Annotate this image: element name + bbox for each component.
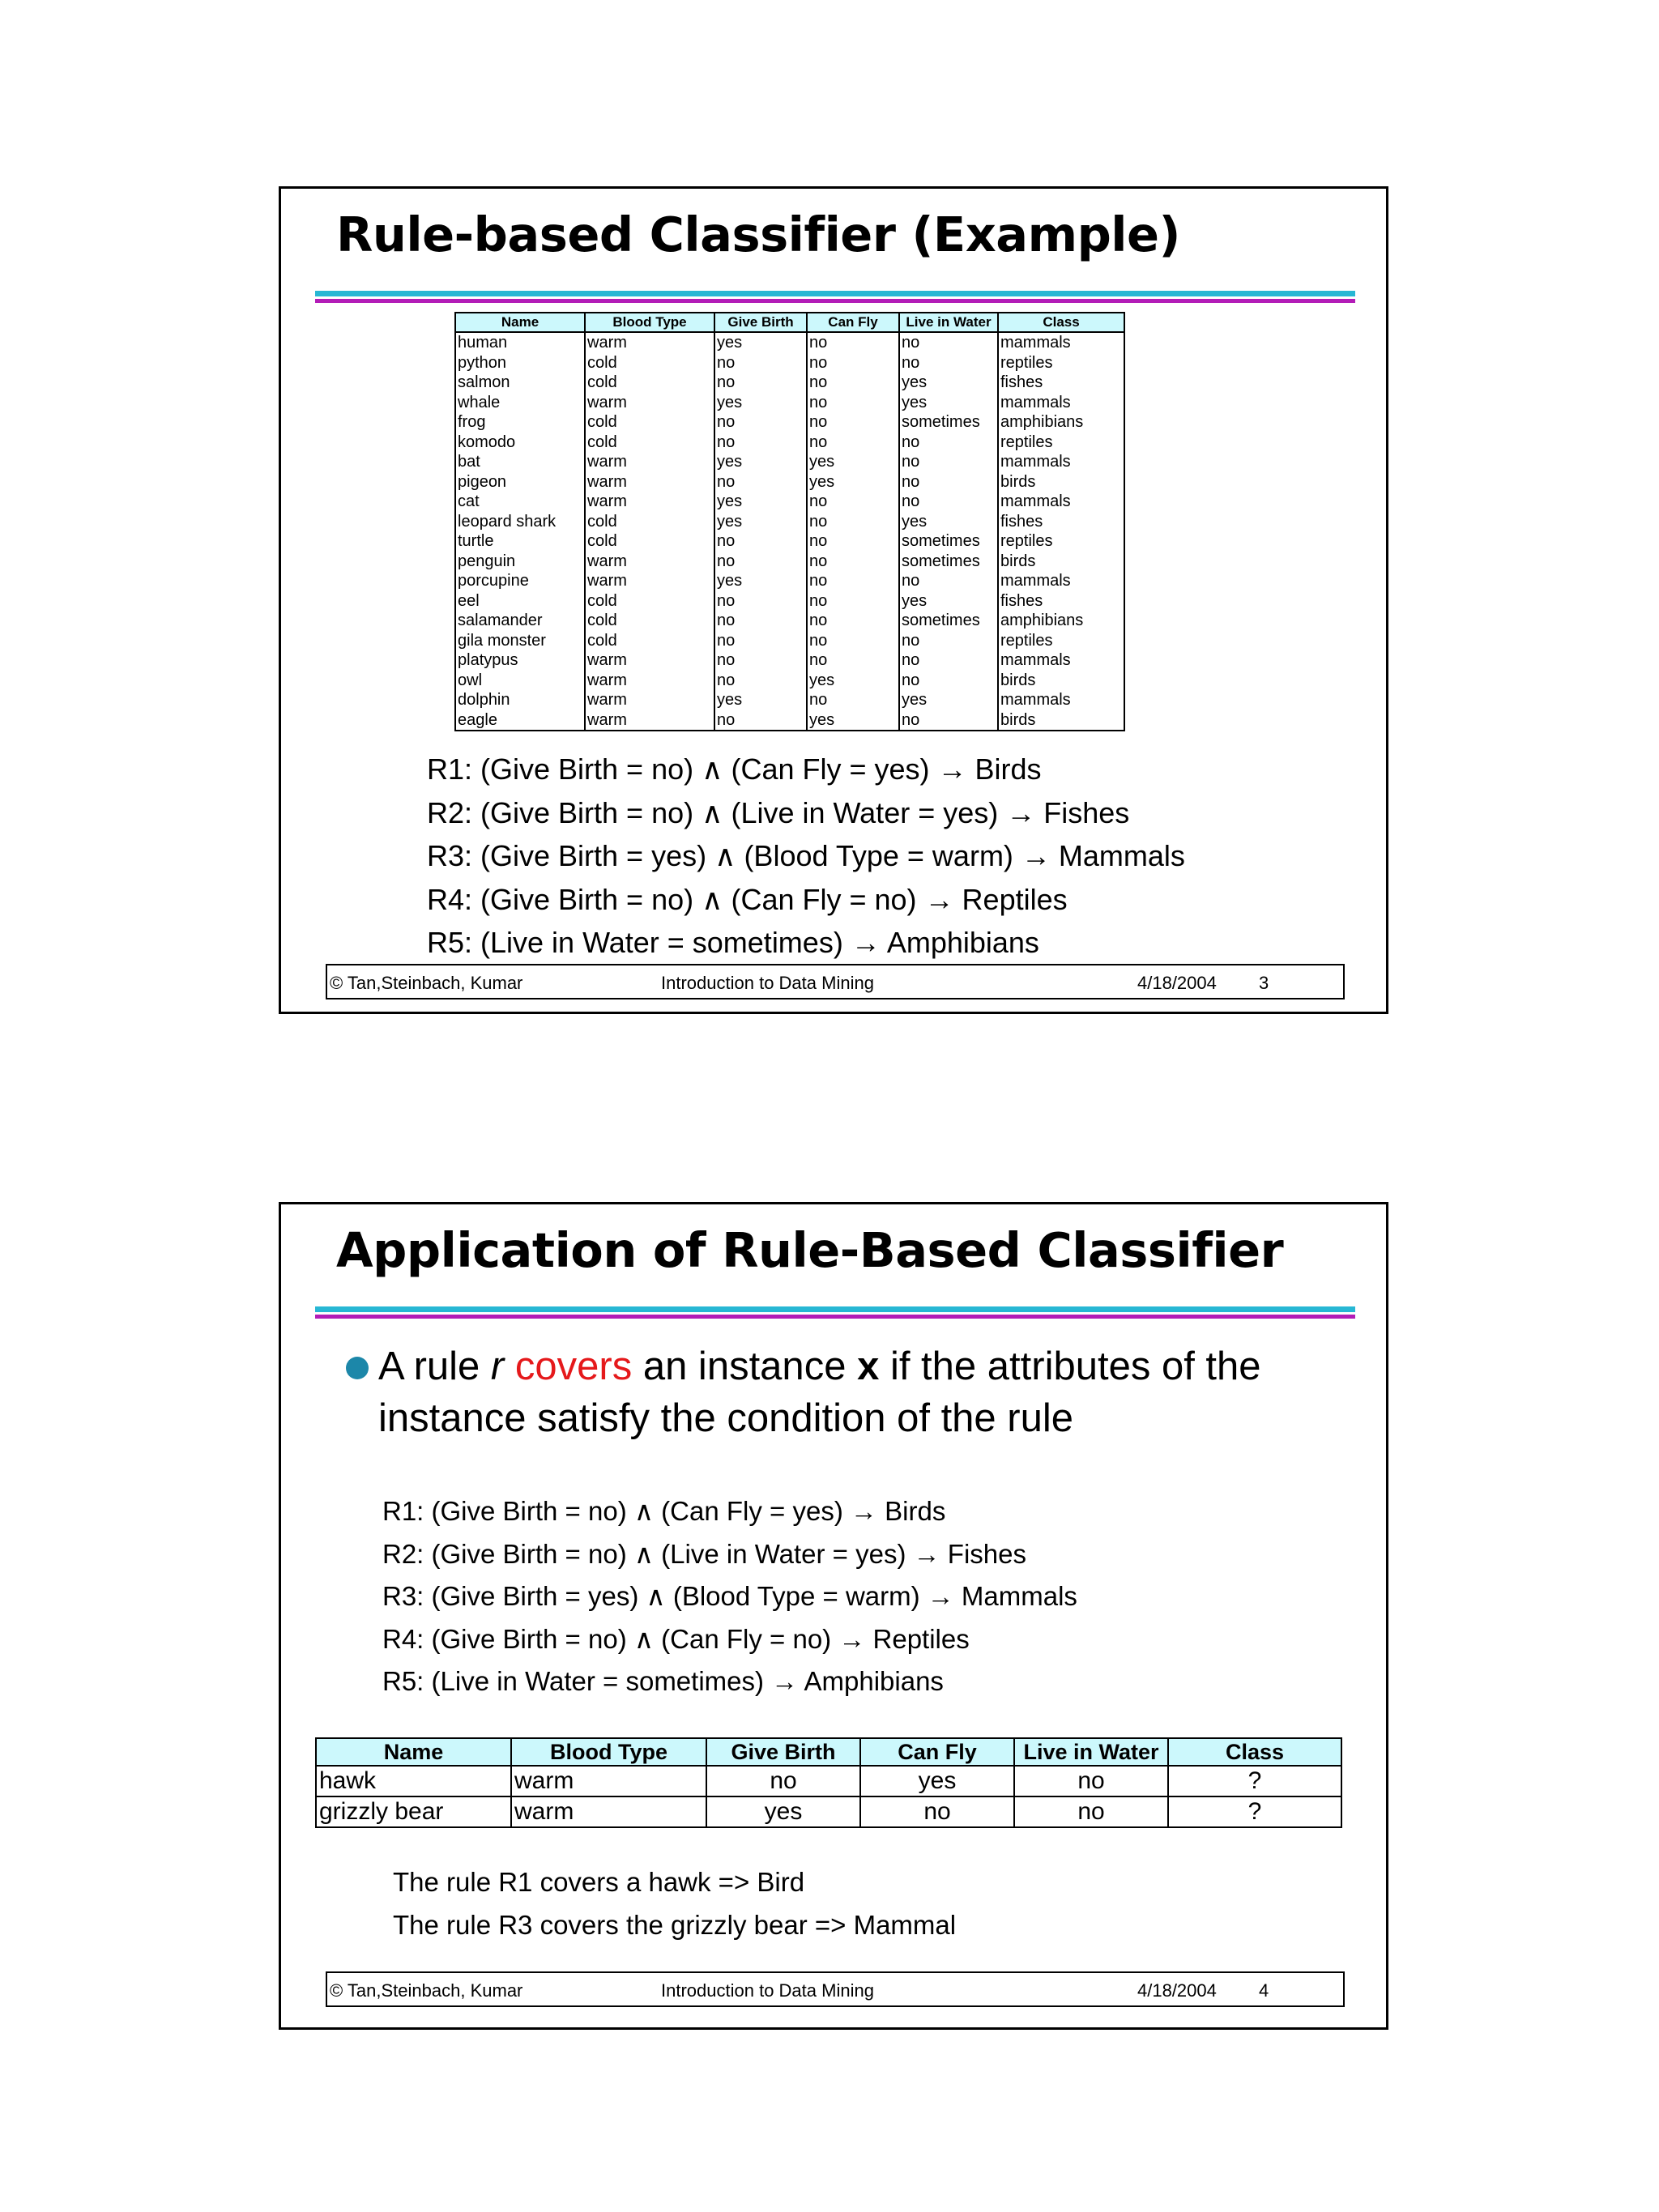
table-row: [455, 591, 1124, 612]
table-cell: cold: [585, 412, 714, 433]
rule-list: [427, 748, 1185, 965]
table-cell: no: [899, 353, 998, 373]
table-cell: leopard shark: [458, 512, 557, 531]
table-cell: sometimes: [899, 412, 998, 433]
table-cell: mammals: [998, 452, 1124, 472]
column-header: Name: [455, 313, 585, 332]
table-row: [455, 531, 1124, 552]
footer-author: © Tan,Steinbach, Kumar: [330, 973, 523, 993]
table-cell: python: [458, 353, 507, 372]
table-cell: platypus: [458, 651, 518, 670]
slide-title: Application of Rule-Based Classifier: [336, 1222, 1284, 1278]
table-cell: cold: [585, 433, 714, 453]
table-cell: cat: [458, 492, 480, 511]
table-cell: yes: [899, 690, 998, 710]
table-cell: yes: [714, 492, 807, 512]
table-cell: mammals: [998, 393, 1124, 413]
table-cell: warm: [585, 650, 714, 671]
table-cell: grizzly bear: [316, 1796, 511, 1827]
table-cell: no: [1014, 1766, 1168, 1796]
table-cell: yes: [714, 332, 807, 353]
table-cell: yes: [807, 671, 899, 691]
table-row: [455, 512, 1124, 532]
table-cell: reptiles: [998, 631, 1124, 651]
table-cell: reptiles: [998, 353, 1124, 373]
table-cell: no: [714, 650, 807, 671]
table-cell: no: [807, 492, 899, 512]
table-cell: warm: [585, 552, 714, 572]
table-cell: amphibians: [998, 412, 1124, 433]
rule-r4: R4: (Give Birth = no) ∧ (Can Fly = no) → Reptiles: [427, 882, 1068, 916]
bullet-text-part: an instance: [632, 1345, 858, 1388]
table-cell: no: [714, 472, 807, 492]
footer-page-number: 4: [1259, 1980, 1269, 2001]
footer-course: Introduction to Data Mining: [661, 1980, 874, 2001]
rule-r2: R2: (Give Birth = no) ∧ (Live in Water = yes) → Fishes: [382, 1538, 1026, 1569]
table-cell: warm: [585, 332, 714, 353]
rule-r3: R3: (Give Birth = yes) ∧ (Blood Type = warm) → Mammals: [382, 1581, 1077, 1611]
slide-footer: [326, 1971, 1345, 2007]
table-cell: mammals: [998, 571, 1124, 591]
table-cell: birds: [998, 671, 1124, 691]
table-cell: warm: [585, 690, 714, 710]
table-row: [455, 650, 1124, 671]
table-cell: no: [807, 353, 899, 373]
table-cell: no: [899, 492, 998, 512]
training-data-table: [454, 312, 1125, 731]
note-line: The rule R3 covers the grizzly bear => Mammal: [393, 1910, 957, 1940]
table-row: [455, 571, 1124, 591]
table-cell: warm: [585, 492, 714, 512]
table-cell: no: [714, 631, 807, 651]
table-cell: no: [714, 591, 807, 612]
table-row: [455, 373, 1124, 393]
table-cell: no: [899, 472, 998, 492]
slide-3: [279, 186, 1388, 1014]
table-cell: yes: [714, 393, 807, 413]
table-cell: no: [807, 571, 899, 591]
table-cell: yes: [807, 710, 899, 731]
slide-title: Rule-based Classifier (Example): [336, 207, 1181, 262]
title-underline-cyan: [315, 291, 1355, 296]
rule-r1: R1: (Give Birth = no) ∧ (Can Fly = yes) → Birds: [382, 1496, 946, 1526]
column-header: Give Birth: [714, 313, 807, 332]
table-cell: no: [714, 433, 807, 453]
table-cell: no: [706, 1766, 860, 1796]
table-cell: no: [807, 412, 899, 433]
table-cell: no: [807, 332, 899, 353]
table-row: [455, 472, 1124, 492]
table-cell: no: [807, 373, 899, 393]
column-header: Live in Water: [899, 313, 998, 332]
test-instances-table: [315, 1737, 1342, 1828]
table-cell: no: [807, 591, 899, 612]
table-cell: sometimes: [899, 552, 998, 572]
table-cell: no: [899, 571, 998, 591]
table-cell: yes: [899, 373, 998, 393]
bullet-var-r: r: [490, 1345, 505, 1388]
table-cell: reptiles: [998, 531, 1124, 552]
table-cell: cold: [585, 591, 714, 612]
table-cell: warm: [585, 671, 714, 691]
table-cell: salmon: [458, 373, 510, 392]
footer-author: © Tan,Steinbach, Kumar: [330, 1980, 523, 2001]
table-cell: yes: [706, 1796, 860, 1827]
bullet-var-x: x: [857, 1345, 880, 1388]
table-cell: yes: [714, 690, 807, 710]
table-cell: birds: [998, 710, 1124, 731]
footer-course: Introduction to Data Mining: [661, 973, 874, 993]
table-cell: dolphin: [458, 691, 510, 710]
table-cell: birds: [998, 472, 1124, 492]
table-cell: porcupine: [458, 572, 529, 590]
table-cell: bat: [458, 453, 480, 471]
table-row: [455, 452, 1124, 472]
table-cell: no: [807, 690, 899, 710]
note-line: The rule R1 covers a hawk => Bird: [393, 1867, 805, 1897]
table-cell: fishes: [998, 591, 1124, 612]
rule-r2: R2: (Give Birth = no) ∧ (Live in Water = yes) → Fishes: [427, 795, 1130, 829]
bullet-text-part: A rule: [378, 1345, 491, 1388]
table-cell: fishes: [998, 373, 1124, 393]
table-cell: reptiles: [998, 433, 1124, 453]
table-row: [455, 332, 1124, 353]
table-cell: no: [714, 412, 807, 433]
table-cell: yes: [899, 393, 998, 413]
table-cell: no: [807, 512, 899, 532]
column-header: Can Fly: [860, 1738, 1014, 1766]
table-cell: warm: [585, 452, 714, 472]
table-cell: cold: [585, 373, 714, 393]
table-cell: eel: [458, 591, 480, 610]
table-cell: yes: [899, 512, 998, 532]
table-cell: sometimes: [899, 611, 998, 631]
rule-r4: R4: (Give Birth = no) ∧ (Can Fly = no) → Reptiles: [382, 1623, 970, 1654]
table-cell: no: [899, 650, 998, 671]
conclusion-notes: [393, 1860, 956, 1946]
table-cell: human: [458, 334, 508, 352]
table-row: [455, 412, 1124, 433]
rule-r1: R1: (Give Birth = no) ∧ (Can Fly = yes) → Birds: [427, 752, 1042, 786]
footer-page-number: 3: [1259, 973, 1269, 993]
table-row: [455, 710, 1124, 731]
table-cell: yes: [807, 452, 899, 472]
column-header: Give Birth: [706, 1738, 860, 1766]
table-cell: sometimes: [899, 531, 998, 552]
rule-r3: R3: (Give Birth = yes) ∧ (Blood Type = warm) → Mammals: [427, 839, 1185, 872]
table-cell: warm: [511, 1766, 706, 1796]
table-cell: warm: [585, 710, 714, 731]
rule-list: [382, 1490, 1077, 1703]
table-cell: no: [899, 671, 998, 691]
table-row: [455, 393, 1124, 413]
table-cell: no: [714, 353, 807, 373]
bullet-text-part: if the attributes of the instance satisfy the condition of the rule: [378, 1345, 1261, 1440]
table-cell: penguin: [458, 552, 516, 570]
table-cell: birds: [998, 552, 1124, 572]
table-cell: no: [807, 552, 899, 572]
rule-r5: R5: (Live in Water = sometimes) → Amphibians: [427, 926, 1039, 959]
table-cell: pigeon: [458, 472, 507, 491]
table-cell: fishes: [998, 512, 1124, 532]
table-cell: mammals: [998, 690, 1124, 710]
table-cell: no: [714, 373, 807, 393]
column-header: Live in Water: [1014, 1738, 1168, 1766]
footer-date: 4/18/2004: [1137, 1980, 1217, 2001]
table-cell: mammals: [998, 650, 1124, 671]
table-cell: yes: [899, 591, 998, 612]
table-cell: eagle: [458, 710, 497, 729]
table-cell: no: [899, 710, 998, 731]
column-header: Class: [998, 313, 1124, 332]
table-cell: cold: [585, 512, 714, 532]
table-header-row: [316, 1738, 1341, 1766]
table-row: [455, 353, 1124, 373]
table-cell: no: [714, 531, 807, 552]
column-header: Class: [1168, 1738, 1341, 1766]
title-underline-magenta: [315, 299, 1355, 303]
table-cell: cold: [585, 531, 714, 552]
table-cell: no: [860, 1796, 1014, 1827]
table-cell: yes: [714, 512, 807, 532]
table-row: [455, 631, 1124, 651]
table-cell: ?: [1168, 1796, 1341, 1827]
column-header: Blood Type: [511, 1738, 706, 1766]
slide-4: [279, 1202, 1388, 2030]
table-cell: turtle: [458, 532, 494, 551]
table-row: [455, 611, 1124, 631]
table-cell: no: [807, 650, 899, 671]
table-cell: frog: [458, 413, 486, 432]
table-cell: no: [714, 671, 807, 691]
column-header: Blood Type: [585, 313, 714, 332]
table-cell: cold: [585, 353, 714, 373]
column-header: Name: [316, 1738, 511, 1766]
table-cell: no: [1014, 1796, 1168, 1827]
table-row: [455, 671, 1124, 691]
table-body: [455, 332, 1124, 731]
table-cell: yes: [807, 472, 899, 492]
table-row: [455, 492, 1124, 512]
table-cell: gila monster: [458, 631, 546, 650]
slide-footer: [326, 964, 1345, 999]
table-cell: no: [807, 433, 899, 453]
table-cell: no: [714, 552, 807, 572]
table-cell: no: [807, 531, 899, 552]
table-cell: warm: [585, 472, 714, 492]
table-cell: salamander: [458, 612, 543, 630]
table-cell: yes: [860, 1766, 1014, 1796]
title-underline-cyan: [315, 1306, 1355, 1312]
table-cell: warm: [511, 1796, 706, 1827]
table-cell: yes: [714, 571, 807, 591]
rule-r5: R5: (Live in Water = sometimes) → Amphibians: [382, 1666, 944, 1696]
table-row: [455, 433, 1124, 453]
table-cell: no: [807, 393, 899, 413]
bullet-text: [378, 1340, 1350, 1444]
table-cell: ?: [1168, 1766, 1341, 1796]
table-cell: whale: [458, 393, 501, 411]
table-row: [455, 690, 1124, 710]
table-cell: no: [899, 631, 998, 651]
table-cell: warm: [585, 393, 714, 413]
table-cell: komodo: [458, 433, 516, 451]
table-cell: no: [714, 710, 807, 731]
table-cell: no: [899, 332, 998, 353]
table-cell: cold: [585, 631, 714, 651]
bullet-dot-icon: [346, 1357, 369, 1379]
table-cell: mammals: [998, 332, 1124, 353]
bullet-text-space: [504, 1345, 515, 1388]
table-cell: amphibians: [998, 611, 1124, 631]
table-row: [455, 552, 1124, 572]
table-cell: warm: [585, 571, 714, 591]
footer-date: 4/18/2004: [1137, 973, 1217, 993]
table-cell: mammals: [998, 492, 1124, 512]
table-row: [316, 1766, 1341, 1796]
table-header-row: [455, 313, 1124, 332]
table-cell: no: [714, 611, 807, 631]
table-cell: cold: [585, 611, 714, 631]
table-cell: no: [899, 452, 998, 472]
bullet-covers-term: covers: [514, 1345, 633, 1388]
title-underline-magenta: [315, 1315, 1355, 1319]
table-cell: no: [899, 433, 998, 453]
column-header: Can Fly: [807, 313, 899, 332]
table-cell: owl: [458, 671, 483, 689]
table-row: [316, 1796, 1341, 1827]
table-cell: no: [807, 631, 899, 651]
table-cell: hawk: [316, 1766, 511, 1796]
table-cell: yes: [714, 452, 807, 472]
table-cell: no: [807, 611, 899, 631]
